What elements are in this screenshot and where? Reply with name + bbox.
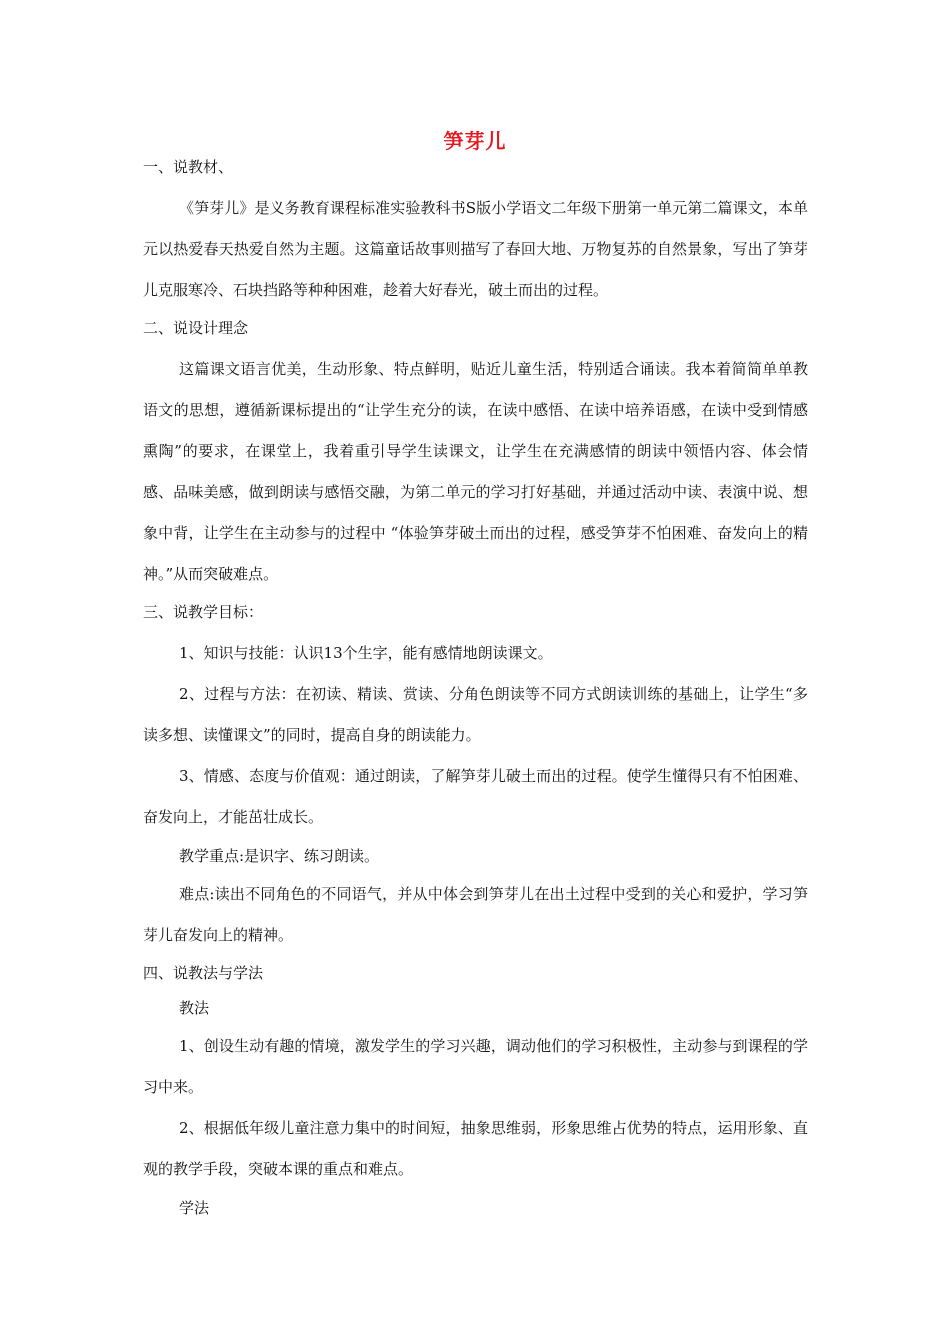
- teaching-method-label: 教法: [179, 999, 210, 1017]
- method-item: 1、创设生动有趣的情境，激发学生的学习兴趣，调动他们的学习积极性，主动参与到课程的学习中来。: [143, 1037, 808, 1096]
- method-item: 2、根据低年级儿童注意力集中的时间短，抽象思维弱，形象思维占优势的特点，运用形象、直观的教学手段，突破本课的重点和难点。: [143, 1119, 808, 1178]
- document-body: [143, 150, 808, 1226]
- goal-item: 1、知识与技能：认识13个生字，能有感情地朗读课文。: [179, 644, 553, 662]
- difficulty-point: 难点:读出不同角色的不同语气，并从中体会到笋芽儿在出土过程中受到的关心和爱护，学习笋芽儿奋发向上的精神。: [143, 885, 808, 944]
- paragraph: 《笋芽儿》是义务教育课程标准实验教科书S版小学语文二年级下册第一单元第二篇课文，本单元以热爱春天热爱自然为主题。这篇童话故事则描写了春回大地、万物复苏的自然景象，写出了笋芽儿克服寒冷、石块挡路等种种困难，趁着大好春光，破土而出的过程。: [143, 199, 808, 299]
- paragraph: 这篇课文语言优美，生动形象、特点鲜明，贴近儿童生活，特别适合诵读。我本着简简单单教语文的思想，遵循新课标提出的“让学生充分的读，在读中感悟、在读中培养语感，在读中受到情感熏陶”的要求，在课堂上，我着重引导学生读课文，让学生在充满感情的朗读中领悟内容、体会情感、品味美感，做到朗读与感悟交融，为第二单元的学习打好基础，并通过活动中读、表演中说、想象中背，让学生在主动参与的过程中 “体验笋芽破土而出的过程，感受笋芽不怕困难、奋发向上的精神。”从而突破难点。: [143, 360, 808, 583]
- learning-method-label: 学法: [179, 1199, 210, 1217]
- key-point: 教学重点:是识字、练习朗读。: [179, 847, 380, 865]
- section-heading: 三、说教学目标：: [143, 603, 264, 621]
- goal-item: 3、情感、态度与价值观：通过朗读，了解笋芽儿破土而出的过程。使学生懂得只有不怕困难、奋发向上，才能茁壮成长。: [143, 767, 808, 826]
- goal-item: 2、过程与方法：在初读、精读、赏读、分角色朗读等不同方式朗读训练的基础上，让学生“多读多想、读懂课文”的同时，提高自身的朗读能力。: [143, 685, 808, 744]
- section-heading: 二、说设计理念: [143, 319, 249, 337]
- document-title: 笋芽儿: [443, 129, 507, 153]
- section-heading: 一、说教材、: [143, 158, 234, 176]
- section-heading: 四、说教法与学法: [143, 964, 264, 982]
